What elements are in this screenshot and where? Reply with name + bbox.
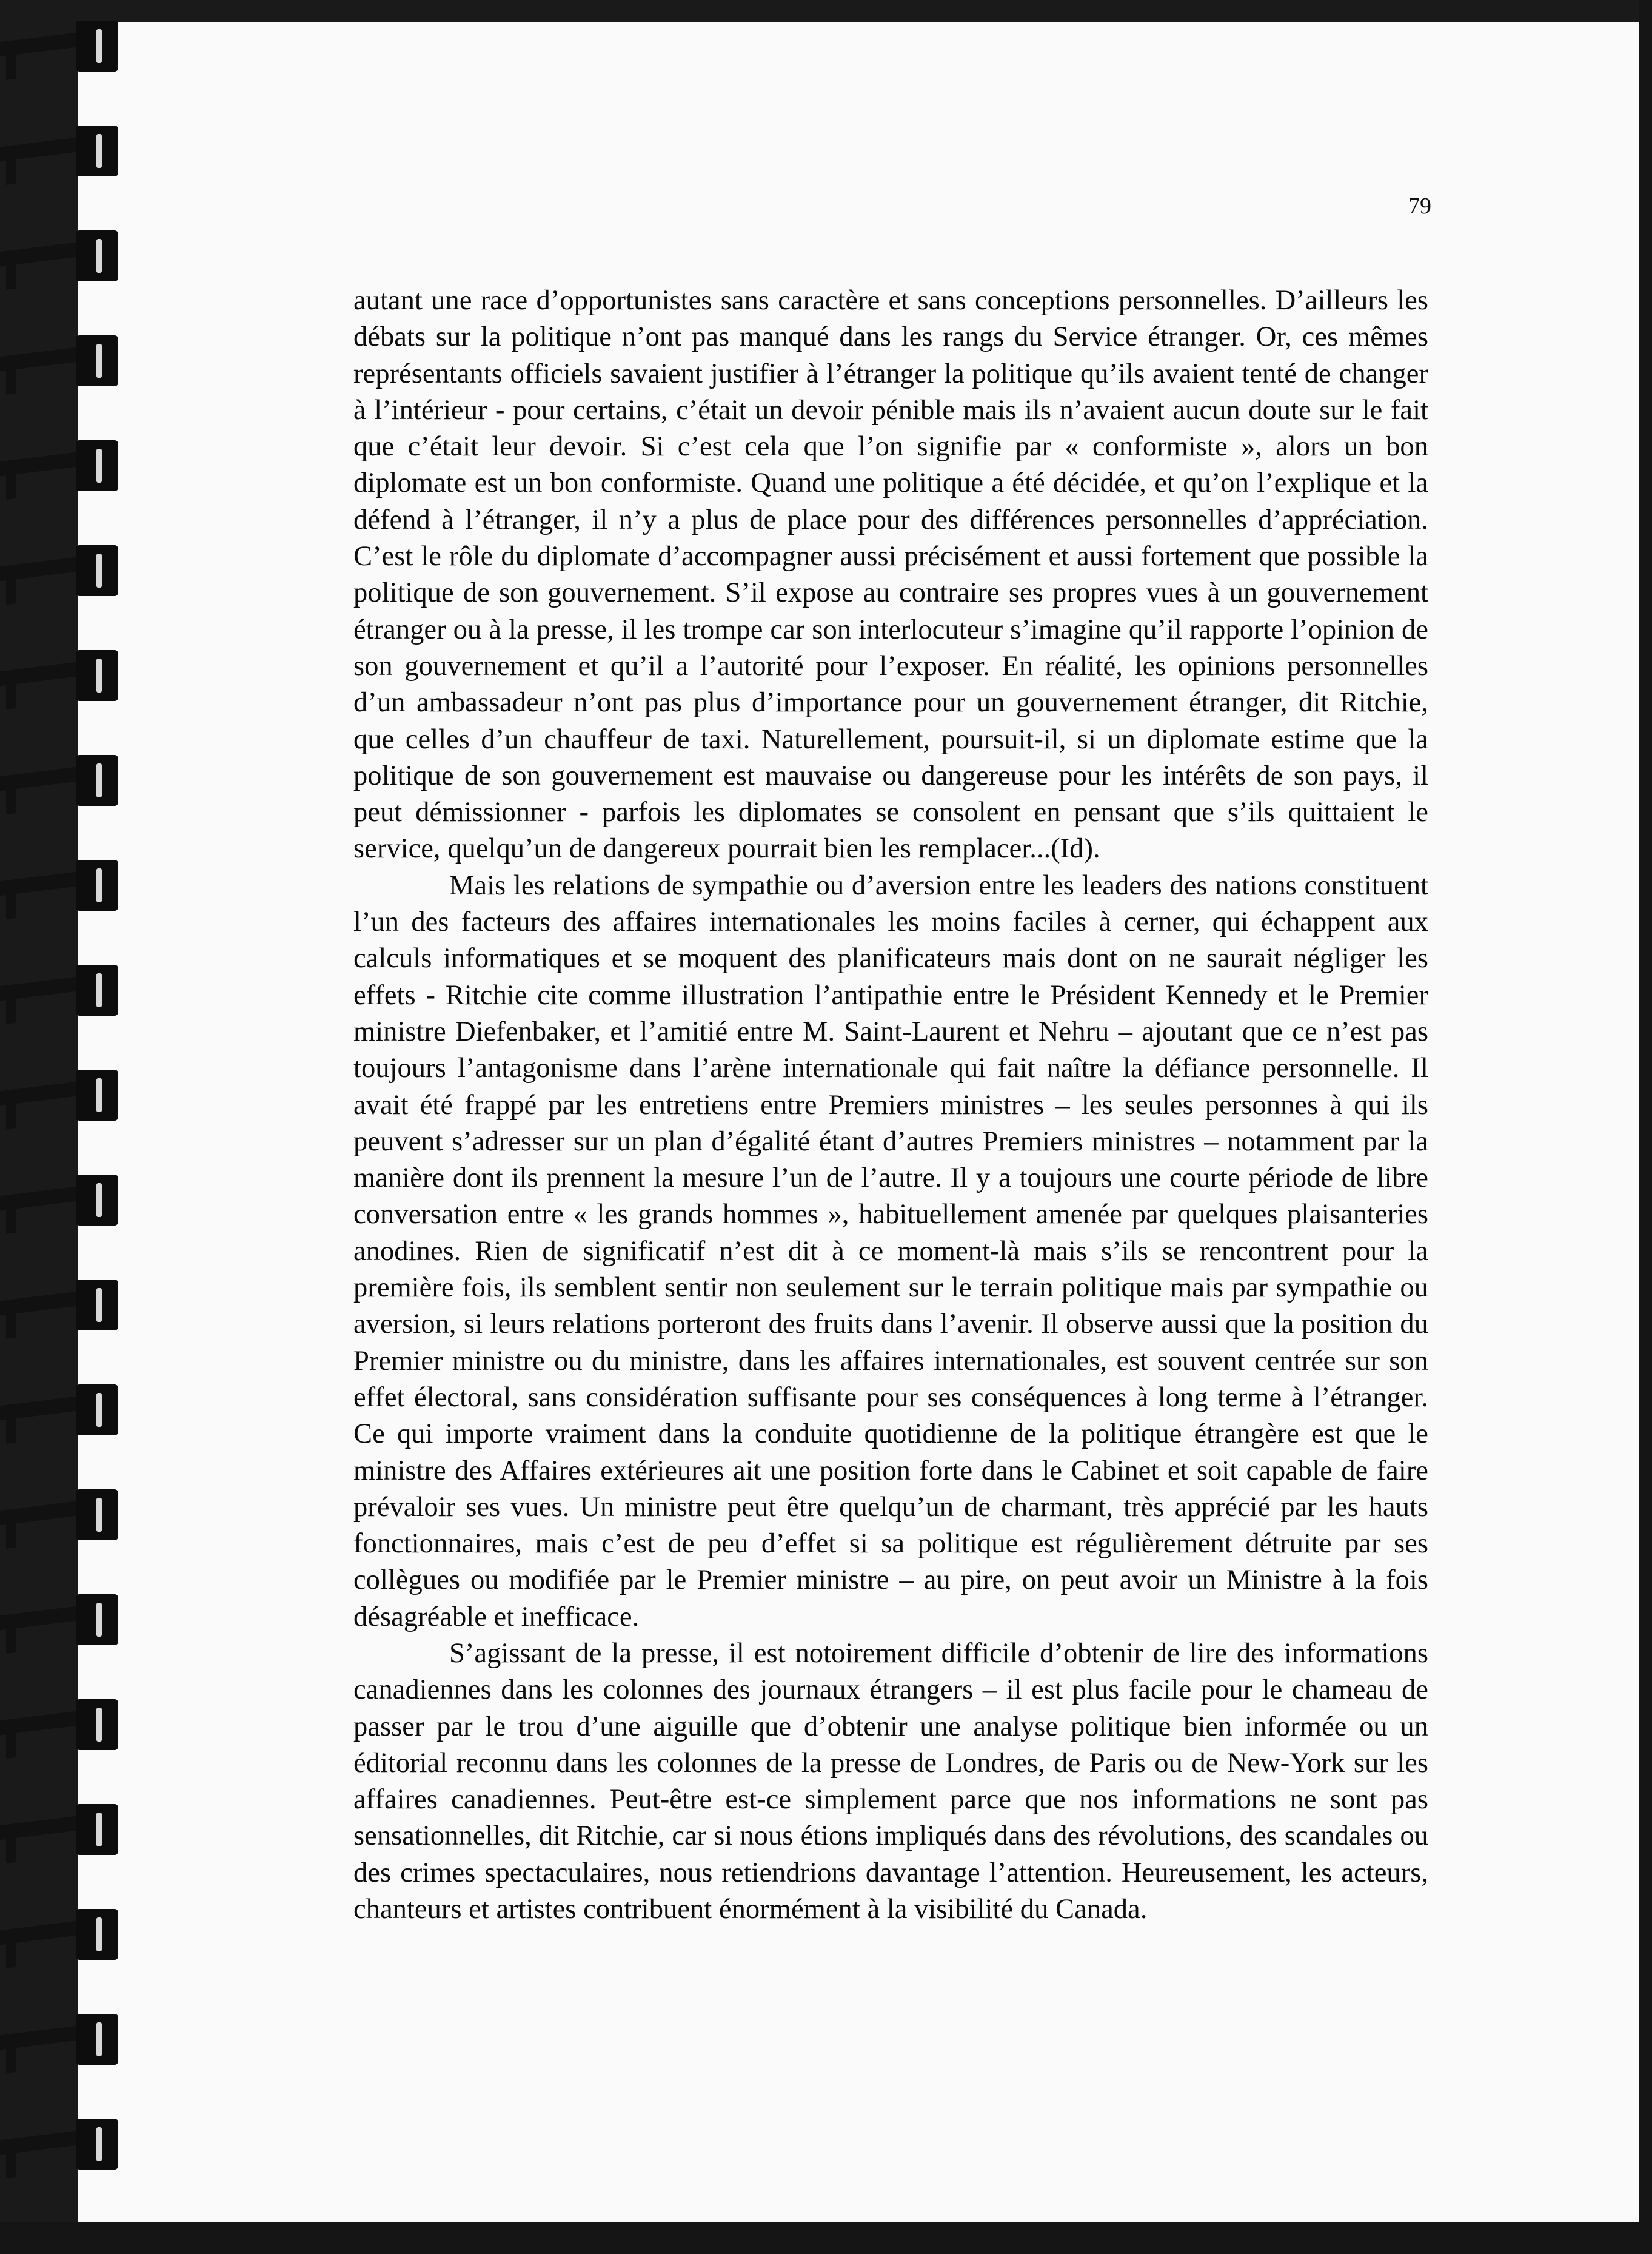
binding-coil: [0, 228, 127, 284]
paragraph-2: Mais les relations de sympathie ou d’aversion entre les leaders des nations constituent l’un des facteurs des affaires internationales les moins faciles à cerner, qui échappent aux calculs informatiques et se moquent des planificateurs mais dont on ne saurait négliger les effets - Ritchie cite comme illustration l’antipathie entre le Président Kennedy et le Premier ministre Diefenbaker, et l’amitié entre M. Saint-Laurent et Nehru – ajoutant que ce n’est pas toujours l’antagonisme dans l’arène internationale qui fait naître la défiance personnelle. Il avait été frappé par les entretiens entre Premiers ministres – les seules personnes à qui ils peuvent s’adresser sur un plan d’égalité étant d’autres Premiers ministres – notamment par la manière dont ils prennent la mesure l’un de l’autre. Il y a toujours une courte période de libre conversation entre « les grands hommes », habituellement amenée par quelques plaisanteries anodines. Rien de significatif n’est dit à ce moment-là mais s’ils se rencontrent pour la première fois, ils semblent sentir non seulement sur le terrain politique mais par sympathie ou aversion, si leurs relations porteront des fruits dans l’avenir. Il observe aussi que la position du Premier ministre ou du ministre, dans les affaires internationales, est souvent centrée sur son effet électoral, sans considération suffisante pour ses conséquences à long terme à l’étranger. Ce qui importe vraiment dans la conduite quotidienne de la politique étrangère est que le ministre des Affaires extérieures ait une position forte dans le Cabinet et soit capable de faire prévaloir ses vues. Un ministre peut être quelqu’un de charmant, très apprécié par les hauts fonctionnaires, mais c’est de peu d’effet si sa politique est régulièrement détruite par ses collègues ou modifiée par le Premier ministre – au pire, on peut avoir un Ministre à la fois désagréable et inefficace.: [353, 869, 1428, 1632]
binding-coil: [0, 1067, 127, 1123]
binding-coil: [0, 857, 127, 913]
spiral-binding: [0, 0, 139, 2254]
paragraph-3: S’agissant de la presse, il est notoirement difficile d’obtenir de lire des informations canadiennes dans les colonnes des journaux étrangers – il est plus facile pour le chameau de passer par le trou d’une aiguille que d’obtenir une analyse politique bien informée ou un éditorial reconnu dans les colonnes de la presse de Londres, de Paris ou de New-York sur les affaires canadiennes. Peut-être est-ce simplement parce que nos informations ne sont pas sensationnelles, dit Ritchie, car si nous étions impliqués dans des révolutions, des scandales ou des crimes spectaculaires, nous retiendrions davantage l’attention. Heureusement, les acteurs, chanteurs et artistes contribuent énormément à la visibilité du Canada.: [353, 1637, 1428, 1925]
binding-coil: [0, 1907, 127, 1962]
binding-coil: [0, 753, 127, 808]
binding-coil: [0, 1172, 127, 1228]
body-text: [353, 282, 1428, 1927]
binding-coil: [0, 2116, 127, 2172]
binding-coil: [0, 123, 127, 179]
binding-coil: [0, 438, 127, 494]
binding-coil: [0, 1697, 127, 1753]
paragraph-1: autant une race d’opportunistes sans caractère et sans conceptions personnelles. D’ailleurs les débats sur la politique n’ont pas manqué dans les rangs du Service étranger. Or, ces mêmes représentants officiels savaient justifier à l’étranger la politique qu’ils avaient tenté de changer à l’intérieur - pour certains, c’était un devoir pénible mais ils n’avaient aucun doute sur le fait que c’était leur devoir. Si c’est cela que l’on signifie par « conformiste », alors un bon diplomate est un bon conformiste. Quand une politique a été décidée, et qu’on l’explique et la défend à l’étranger, il n’y a plus de place pour des différences personnelles d’appréciation. C’est le rôle du diplomate d’accompagner aussi précisément et aussi fortement que possible la politique de son gouvernement. S’il expose au contraire ses propres vues à un gouvernement étranger ou à la presse, il les trompe car son interlocuteur s’imagine qu’il rapporte l’opinion de son gouvernement et qu’il a l’autorité pour l’exposer. En réalité, les opinions personnelles d’un ambassadeur n’ont pas plus d’importance pour un gouvernement étranger, dit Ritchie, que celles d’un chauffeur de taxi. Naturellement, poursuit-il, si un diplomate estime que la politique de son gouvernement est mauvaise ou dangereuse pour les intérêts de son pays, il peut démissionner - parfois les diplomates se consolent en pensant que s’ils quittaient le service, quelqu’un de dangereux pourrait bien les remplacer...(Id).: [353, 284, 1428, 865]
binding-coil: [0, 1382, 127, 1438]
binding-coil: [0, 543, 127, 599]
binding-coil: [0, 2011, 127, 2067]
binding-coil: [0, 18, 127, 74]
binding-coil: [0, 1277, 127, 1333]
binding-coil: [0, 648, 127, 703]
scan-edge-bottom: [0, 2222, 1652, 2254]
binding-coil: [0, 1592, 127, 1648]
binding-coil: [0, 962, 127, 1018]
binding-coil: [0, 1487, 127, 1543]
binding-coil: [0, 333, 127, 389]
binding-coil: [0, 1802, 127, 1857]
scan-edge-right: [1639, 0, 1652, 2254]
page-number: 79: [1408, 193, 1431, 219]
